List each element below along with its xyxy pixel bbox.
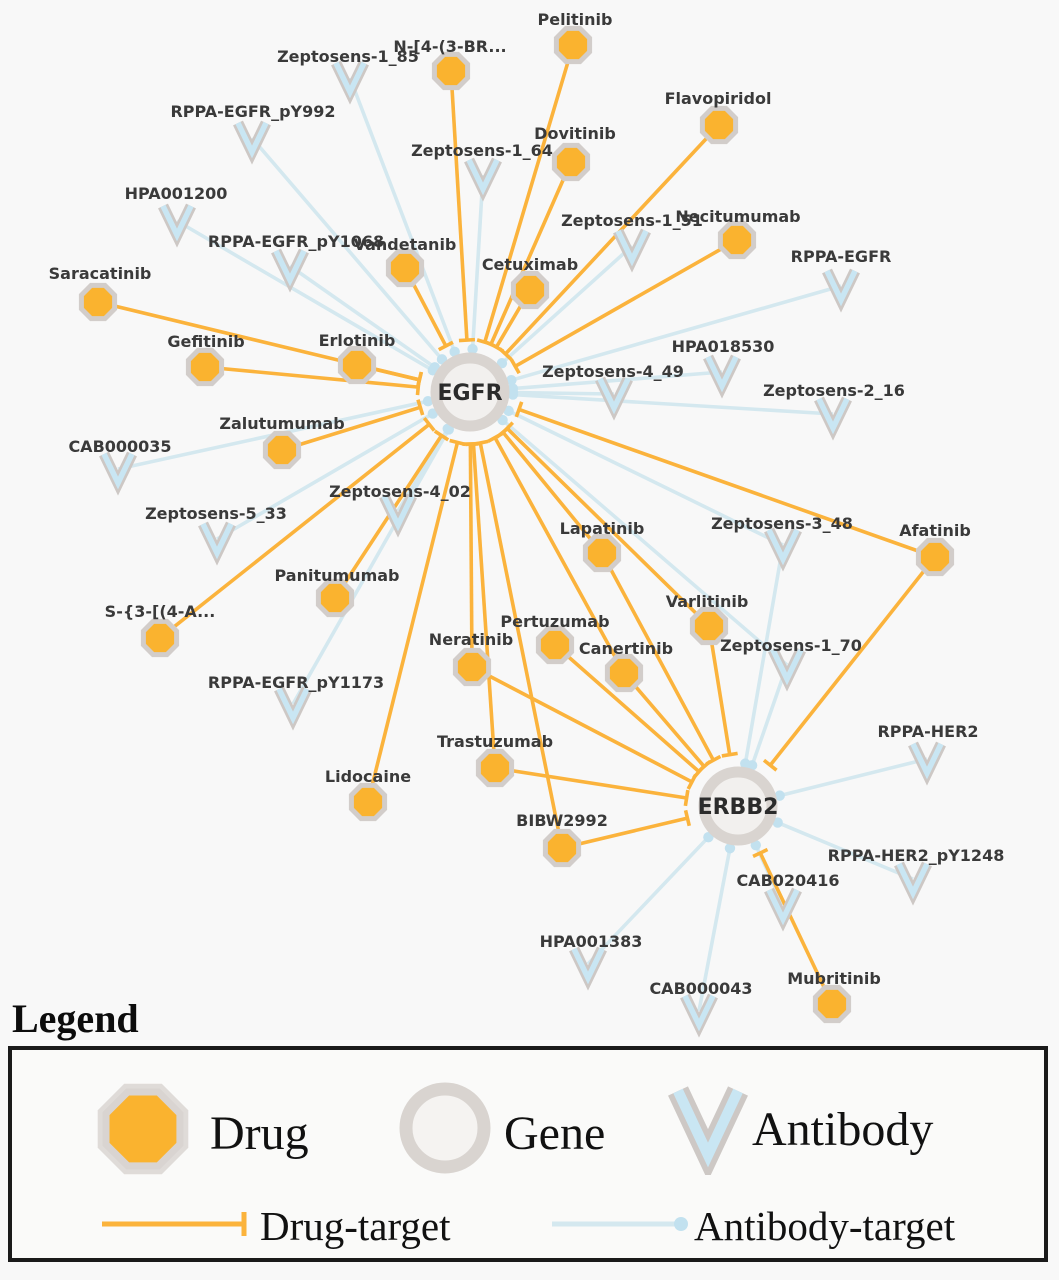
node-label: HPA001200 xyxy=(124,184,228,203)
node-label: RPPA-EGFR_pY1173 xyxy=(207,673,385,692)
node-label: Necitumumab xyxy=(675,207,801,226)
drug-target-tee xyxy=(516,402,521,417)
antibody-chevron-icon xyxy=(666,1075,750,1175)
drug-octagon-icon xyxy=(86,1072,200,1186)
node-label: Zeptosens-1_70 xyxy=(720,636,862,655)
drug-node xyxy=(455,650,488,683)
drug-node xyxy=(702,108,735,141)
node-label: Zeptosens-4_02 xyxy=(329,482,471,501)
drug-target-edge xyxy=(495,768,687,798)
node-label: CAB000035 xyxy=(68,437,172,456)
drug-target-edge-icon xyxy=(97,1208,257,1240)
node-label: Zeptosens-1_85 xyxy=(277,47,419,66)
node-label: Neratinib xyxy=(428,630,514,649)
node-label: Zeptosens-2_16 xyxy=(763,381,905,400)
drug-node xyxy=(188,350,221,383)
drug-target-tee xyxy=(418,372,422,388)
drug-node xyxy=(340,348,373,381)
gene-label: EGFR xyxy=(437,381,503,406)
node-label: RPPA-EGFR xyxy=(790,247,892,266)
label-layer xyxy=(49,10,1005,998)
gene-circle-icon xyxy=(397,1080,493,1176)
drug-node xyxy=(351,785,384,818)
node-label: Lapatinib xyxy=(559,519,645,538)
drug-node xyxy=(556,28,589,61)
node-label: Varlitinib xyxy=(665,592,749,611)
drug-node xyxy=(918,540,951,573)
drug-node xyxy=(815,987,848,1020)
node-label: Panitumumab xyxy=(274,566,400,585)
legend-antibody-label: Antibody xyxy=(752,1103,934,1156)
drug-node xyxy=(720,223,753,256)
gene-label: ERBB2 xyxy=(697,795,779,820)
node-label: Trastuzumab xyxy=(436,732,554,751)
drug-target-tee xyxy=(686,810,690,826)
node-label: CAB000043 xyxy=(649,979,753,998)
node-label: Dovitinib xyxy=(534,124,616,143)
node-label: RPPA-HER2 xyxy=(877,722,979,741)
drug-node xyxy=(143,621,176,654)
node-label: Pelitinib xyxy=(537,10,613,29)
node-label: N-[4-(3-BR... xyxy=(393,37,507,56)
antibody-node-fill xyxy=(276,251,304,280)
antibody-target-edge-icon xyxy=(547,1208,699,1240)
drug-node xyxy=(388,251,421,284)
node-label: RPPA-EGFR_pY1068 xyxy=(207,232,385,251)
node-label: Vandetanib xyxy=(353,235,457,254)
node-label: Mubritinib xyxy=(787,969,881,988)
node-label: Cetuximab xyxy=(481,255,579,274)
node-label: Zalutumumab xyxy=(219,414,345,433)
node-label: Zeptosens-4_49 xyxy=(542,362,684,381)
legend-title: Legend xyxy=(12,996,139,1041)
node-label: Erlotinib xyxy=(318,331,396,350)
antibody-target-edge xyxy=(780,759,927,796)
drug-node xyxy=(265,433,298,466)
node-label: BIBW2992 xyxy=(516,811,608,830)
node-label: Lidocaine xyxy=(324,767,412,786)
drug-target-tee xyxy=(685,790,687,806)
legend-drug-label: Drug xyxy=(210,1107,309,1160)
drug-node xyxy=(434,54,467,87)
antibody-node-fill xyxy=(163,206,191,235)
drug-node xyxy=(478,751,511,784)
antibody-node-fill xyxy=(913,744,941,773)
antibody-node-fill xyxy=(469,160,497,189)
antibody-node-fill xyxy=(708,357,736,386)
drug-node xyxy=(554,145,587,178)
drug-node xyxy=(545,831,578,864)
drug-node xyxy=(81,285,114,318)
node-label: Saracatinib xyxy=(48,264,152,283)
legend-box xyxy=(8,1046,1048,1262)
node-label: S-{3-[(4-A... xyxy=(104,602,216,621)
drug-node xyxy=(607,656,640,689)
legend-antibody-target-label: Antibody-target xyxy=(694,1203,956,1249)
drug-node xyxy=(538,628,571,661)
node-label: HPA001383 xyxy=(539,932,643,951)
legend-drug-target-label: Drug-target xyxy=(260,1203,451,1249)
node-label: Zeptosens-1_64 xyxy=(411,141,553,160)
antibody-node-fill xyxy=(827,271,855,300)
drug-target-tee xyxy=(722,753,738,756)
node-label: CAB020416 xyxy=(736,871,840,890)
antibody-node-fill xyxy=(336,63,364,92)
drug-target-edge xyxy=(451,71,467,340)
node-label: Zeptosens-3_48 xyxy=(711,514,853,533)
node-label: Flavopiridol xyxy=(664,89,772,108)
node-label: RPPA-EGFR_pY992 xyxy=(170,102,336,121)
drug-target-tee xyxy=(472,441,488,444)
drug-node xyxy=(513,273,546,306)
node-label: HPA018530 xyxy=(671,337,775,356)
drug-node xyxy=(585,536,618,569)
drug-target-tee xyxy=(459,340,475,341)
node-label: Zeptosens-5_33 xyxy=(145,504,287,523)
node-label: Gefitinib xyxy=(167,332,245,351)
node-label: Canertinib xyxy=(578,639,674,658)
legend-gene-label: Gene xyxy=(504,1107,606,1160)
node-label: Afatinib xyxy=(899,521,971,540)
drug-node xyxy=(318,581,351,614)
node-label: Zeptosens-1_51 xyxy=(561,211,703,230)
node-label: RPPA-HER2_pY1248 xyxy=(827,846,1005,865)
node-label: Pertuzumab xyxy=(500,612,610,631)
